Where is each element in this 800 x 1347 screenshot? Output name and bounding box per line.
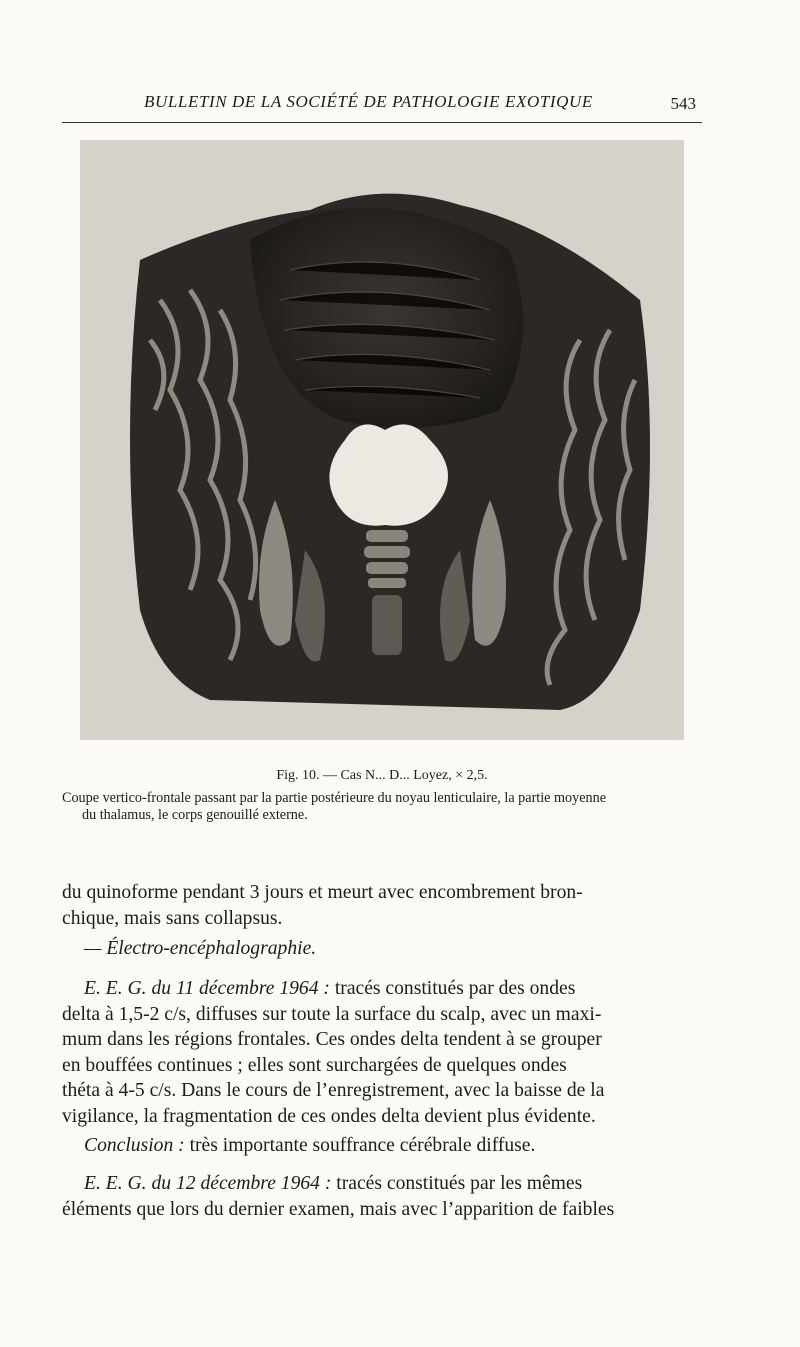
brain-section-image	[80, 140, 684, 740]
inline-heading: Conclusion :	[84, 1135, 185, 1156]
figure-description	[62, 790, 714, 824]
paragraph	[62, 880, 712, 931]
text-line: vigilance, la fragmentation de ces ondes delta devient plus évidente.	[62, 1105, 596, 1127]
text-line: tracés constitués par des ondes	[329, 978, 576, 999]
running-title: BULLETIN DE LA SOCIÉTÉ DE PATHOLOGIE EXOTIQUE	[144, 92, 593, 111]
text-line: delta à 1,5-2 c/s, diffuses sur toute la surface du scalp, avec un maxi-	[62, 1003, 602, 1025]
paragraph	[62, 976, 712, 1129]
text-line: en bouffées continues ; elles sont surchargées de quelques ondes	[62, 1054, 567, 1076]
text-line: tracés constitués par les mêmes	[331, 1173, 583, 1194]
text-line: éléments que lors du dernier examen, mais avec l’apparition de faibles	[62, 1198, 615, 1220]
running-header	[62, 88, 702, 123]
text-line: du quinoforme pendant 3 jours et meurt avec encombrement bron-	[62, 882, 583, 903]
text-line: mum dans les régions frontales. Ces ondes delta tendent à se grouper	[62, 1029, 602, 1050]
paragraph	[62, 1171, 712, 1222]
page-number: 543	[670, 94, 696, 113]
paragraph	[62, 1133, 712, 1159]
figure-caption: Fig. 10. — Cas N... D... Loyez, × 2,5.	[276, 768, 488, 783]
figure-description-line: Coupe vertico-frontale passant par la partie postérieure du noyau lenticulaire, la partie moyenne	[62, 790, 607, 806]
brain-section-photograph	[80, 140, 684, 740]
section-heading: — Électro-encéphalographie.	[84, 938, 317, 959]
text-line: très importante souffrance cérébrale diffuse.	[184, 1135, 536, 1156]
figure-description-line: du thalamus, le corps genouillé externe.	[82, 807, 308, 823]
text-line: chique, mais sans collapsus.	[62, 907, 283, 929]
inline-heading: E. E. G. du 12 décembre 1964 :	[84, 1173, 332, 1194]
text-line: théta à 4-5 c/s. Dans le cours de l’enregistrement, avec la baisse de la	[62, 1080, 605, 1101]
inline-heading: E. E. G. du 11 décembre 1964 :	[84, 978, 330, 999]
